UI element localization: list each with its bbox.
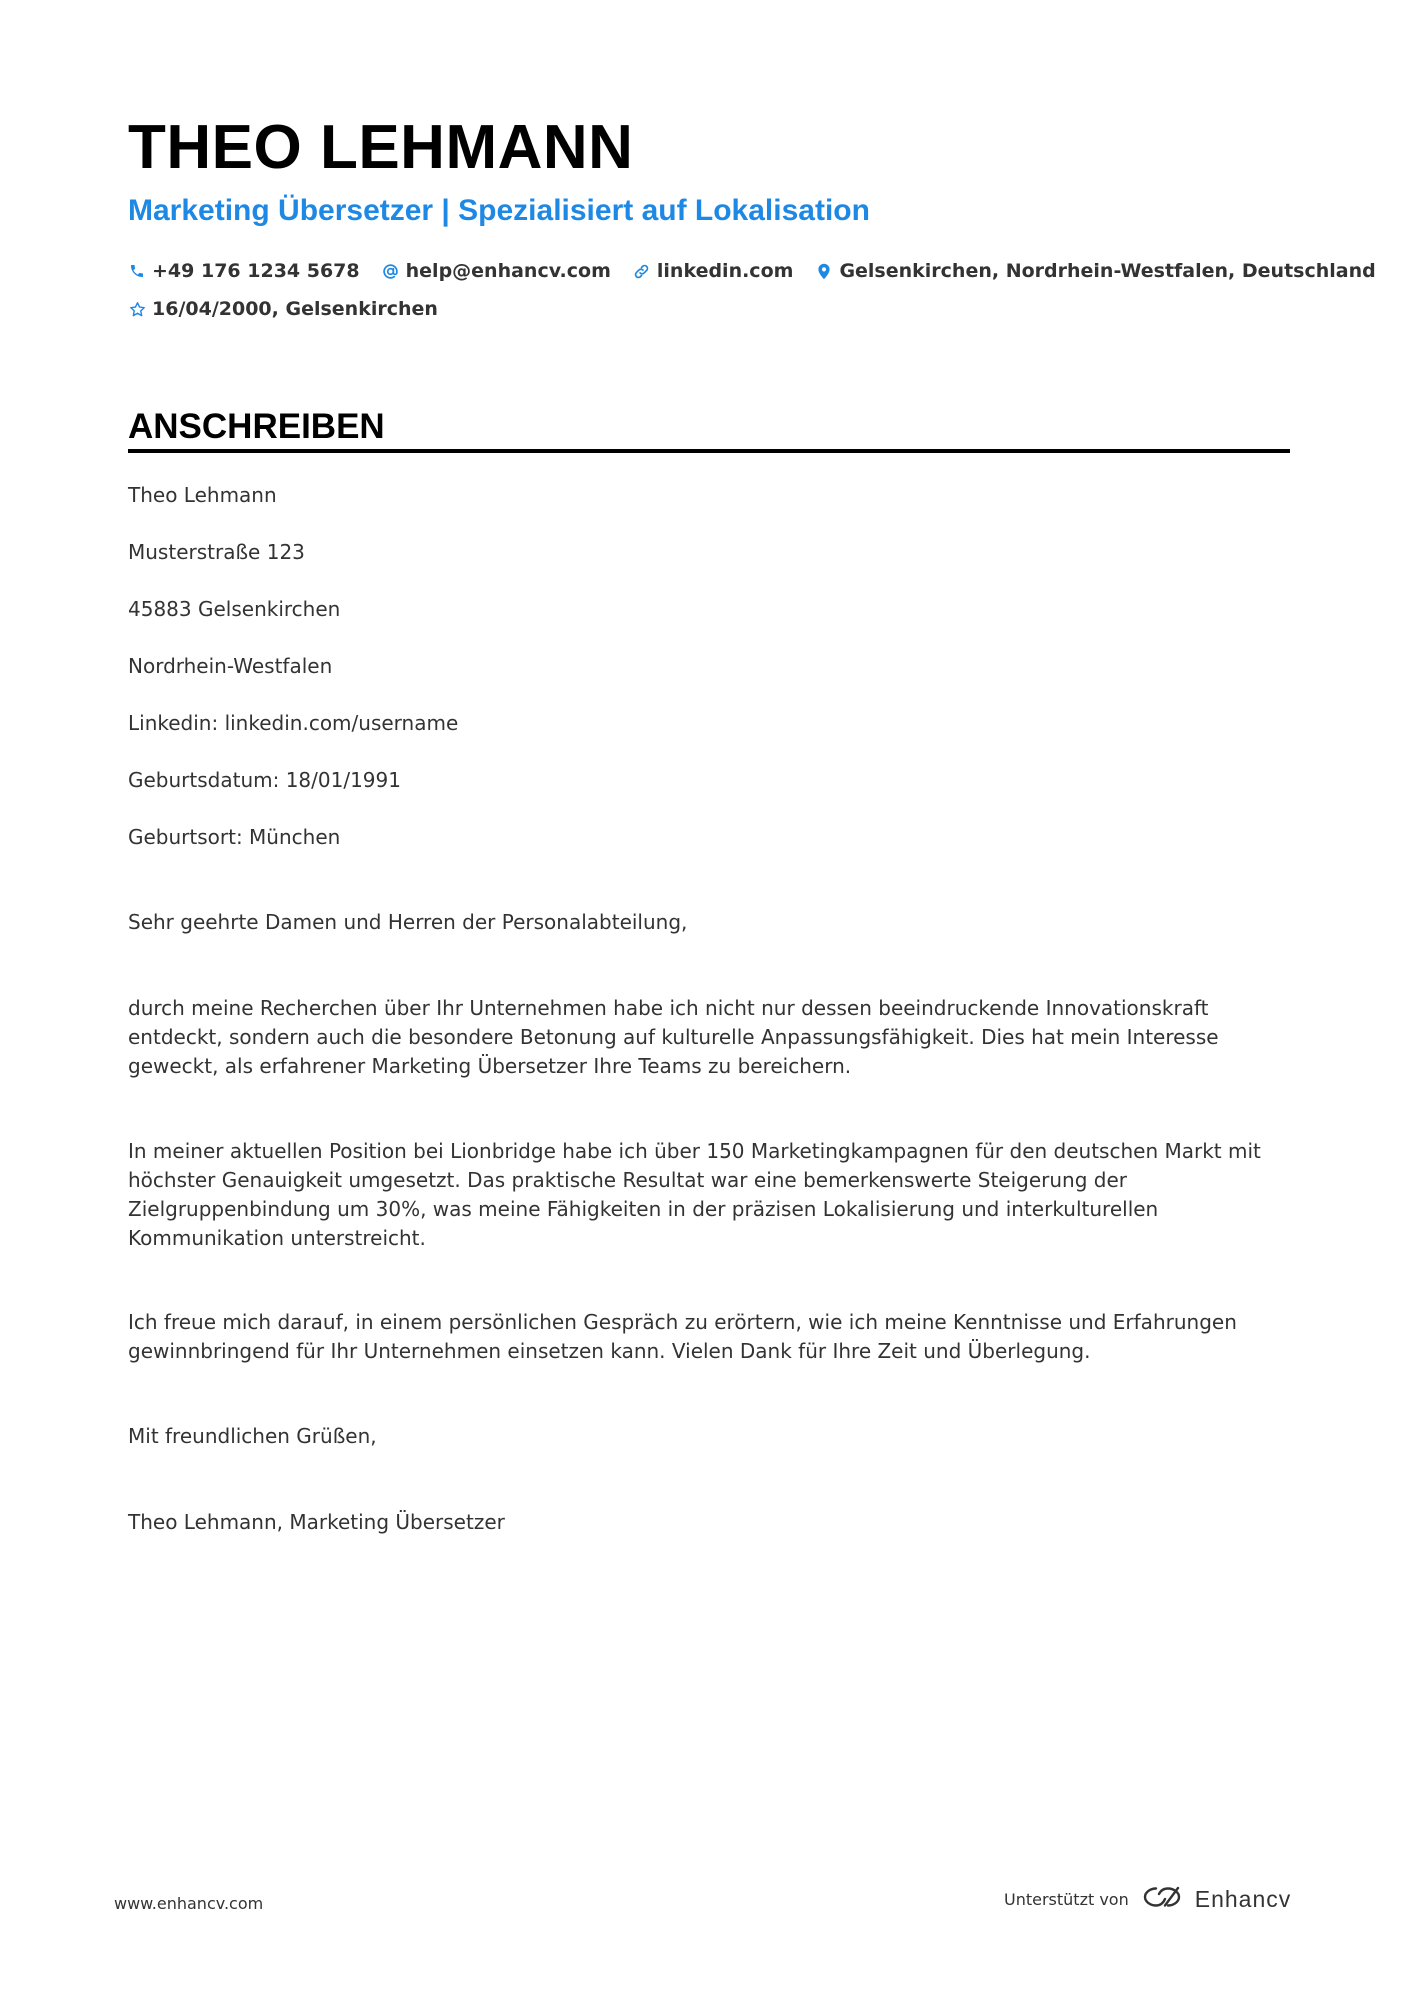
contact-row-2 — [128, 290, 1308, 328]
link-icon — [633, 262, 651, 280]
contact-linkedin[interactable] — [633, 260, 794, 282]
section-title: ANSCHREIBEN — [128, 407, 385, 446]
contact-birth — [128, 298, 438, 320]
phone-text: +49 176 1234 5678 — [152, 260, 360, 282]
birth-text: 16/04/2000, Gelsenkirchen — [152, 298, 438, 320]
paragraph-3: Ich freue mich darauf, in einem persönlichen Gespräch zu erörtern, wie ich meine Kenntnisse und Erfahrungen gewinnbringend für Ihr Unternehmen einsetzen kann. Vielen Dank für Ihre Zeit und Überlegung. — [128, 1310, 1237, 1363]
sender-birthdate: Geburtsdatum: 18/01/1991 — [128, 768, 401, 792]
location-text: Gelsenkirchen, Nordrhein-Westfalen, Deutschland — [839, 260, 1376, 282]
signature: Theo Lehmann, Marketing Übersetzer — [128, 1510, 505, 1534]
footer-powered-by[interactable] — [1004, 1882, 1291, 1916]
paragraph-1: durch meine Recherchen über Ihr Unternehmen habe ich nicht nur dessen beeindruckende Innovationskraft entdeckt, sondern auch die besondere Betonung auf kulturelle Anpassungsfähigkeit. Dies hat mein Interesse geweckt, als erfahrener Marketing Übersetzer Ihre Teams zu bereichern. — [128, 996, 1219, 1078]
contact-info — [128, 252, 1376, 328]
powered-by-text: Unterstützt von — [1004, 1889, 1129, 1909]
at-icon — [382, 262, 400, 280]
email-text: help@enhancv.com — [405, 260, 611, 282]
contact-location — [815, 260, 1375, 282]
footer-website[interactable]: www.enhancv.com — [114, 1894, 264, 1913]
linkedin-text: linkedin.com — [656, 260, 794, 282]
salutation: Sehr geehrte Damen und Herren der Personalabteilung, — [128, 910, 688, 934]
section-divider — [128, 449, 1290, 453]
enhancv-logo-icon — [1141, 1884, 1187, 1914]
candidate-title: Marketing Übersetzer | Spezialisiert auf Lokalisation — [128, 194, 870, 227]
contact-row-1 — [128, 252, 1376, 290]
contact-email[interactable] — [382, 260, 611, 282]
sender-city: 45883 Gelsenkirchen — [128, 597, 341, 621]
star-icon — [128, 300, 146, 318]
sender-state: Nordrhein-Westfalen — [128, 654, 333, 678]
location-pin-icon — [815, 262, 833, 280]
candidate-name: THEO LEHMANN — [128, 113, 634, 182]
sender-linkedin: Linkedin: linkedin.com/username — [128, 711, 459, 735]
paragraph-2: In meiner aktuellen Position bei Lionbridge habe ich über 150 Marketingkampagnen für den deutschen Markt mit höchster Genauigkeit umgesetzt. Das praktische Resultat war eine bemerkenswerte Steigerung der Zielgruppenbindung um 30%, was meine Fähigkeiten in der präzisen Lokalisierung und interkulturellen Kommunikation unterstreicht. — [128, 1139, 1261, 1250]
contact-phone[interactable] — [128, 260, 360, 282]
sender-street: Musterstraße 123 — [128, 540, 305, 564]
phone-icon — [128, 262, 146, 280]
sender-birthplace: Geburtsort: München — [128, 825, 341, 849]
closing: Mit freundlichen Grüßen, — [128, 1424, 377, 1448]
brand-name: Enhancv — [1194, 1885, 1292, 1912]
sender-name: Theo Lehmann — [128, 483, 277, 507]
